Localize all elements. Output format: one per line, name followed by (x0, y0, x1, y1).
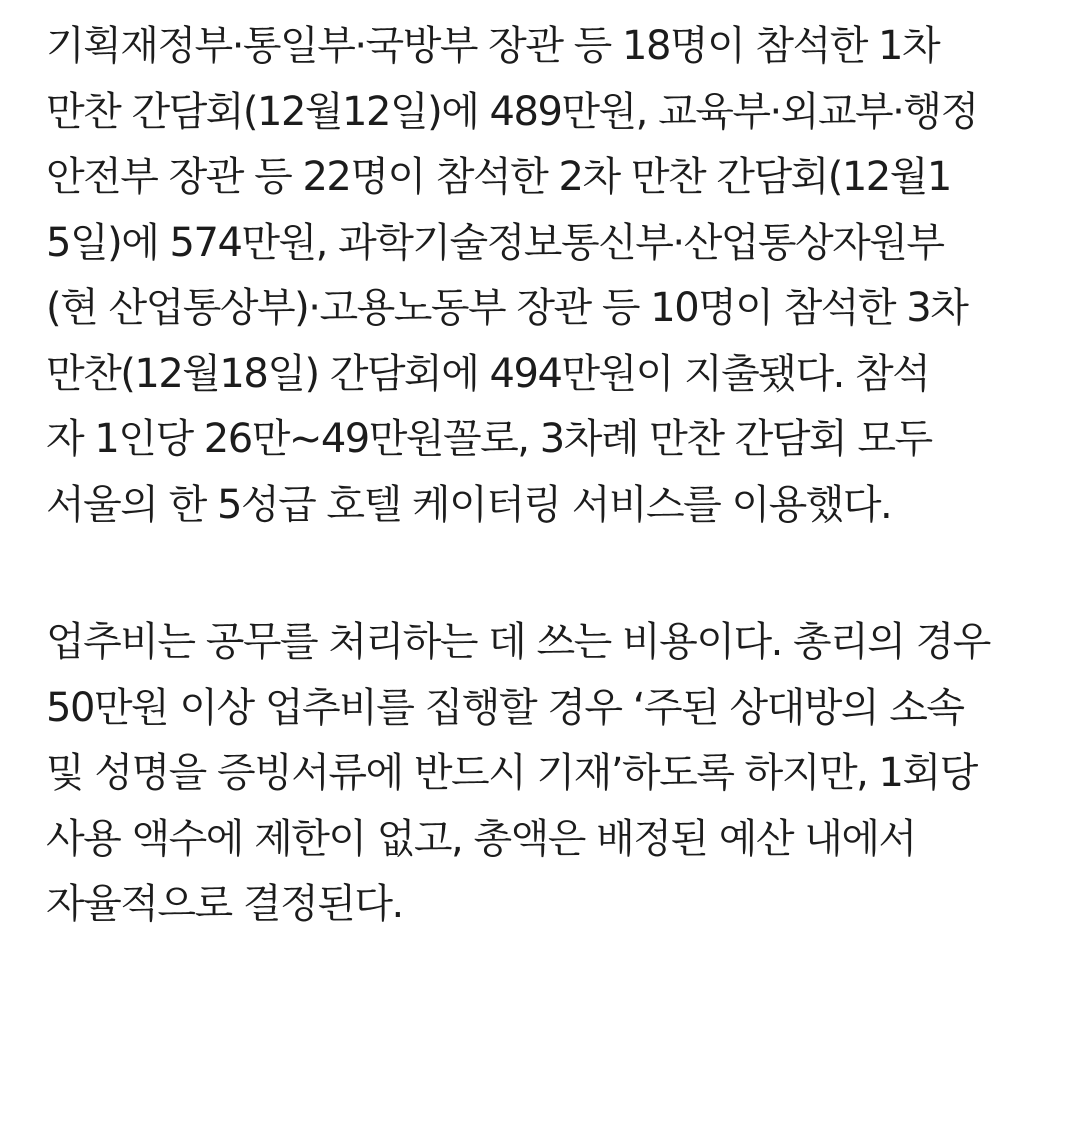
text-line: 자 1인당 26만~49만원꼴로, 3차례 만찬 간담회 모두 (46, 416, 932, 462)
text-line: 서울의 한 5성급 호텔 케이터링 서비스를 이용했다. (46, 481, 892, 528)
text-line: 및 성명을 증빙서류에 반드시 기재’하도록 하지만, 1회당 (46, 750, 977, 796)
text-line: (현 산업통상부)·고용노동부 장관 등 10명이 참석한 3차 (46, 285, 968, 331)
text-line: 안전부 장관 등 22명이 참석한 2차 만찬 간담회(12월1 (46, 154, 951, 200)
paragraph-2 (46, 610, 1046, 938)
paragraph-spacer (46, 538, 1046, 610)
text-line: 자율적으로 결정된다. (46, 881, 403, 927)
text-line: 만찬 간담회(12월12일)에 489만원, 교육부·외교부·행정 (46, 88, 978, 135)
article-body (46, 14, 1046, 938)
text-line: 만찬(12월18일) 간담회에 494만원이 지출됐다. 참석 (46, 350, 930, 397)
text-line: 5일)에 574만원, 과학기술정보통신부·산업통상자원부 (46, 219, 944, 266)
text-line: 기획재정부·통일부·국방부 장관 등 18명이 참석한 1차 (46, 23, 940, 69)
text-line: 사용 액수에 제한이 없고, 총액은 배정된 예산 내에서 (46, 815, 916, 862)
text-line: 업추비는 공무를 처리하는 데 쓰는 비용이다. 총리의 경우 (46, 619, 990, 665)
paragraph-1 (46, 14, 1046, 538)
text-line: 50만원 이상 업추비를 집행할 경우 ‘주된 상대방의 소속 (46, 684, 964, 731)
